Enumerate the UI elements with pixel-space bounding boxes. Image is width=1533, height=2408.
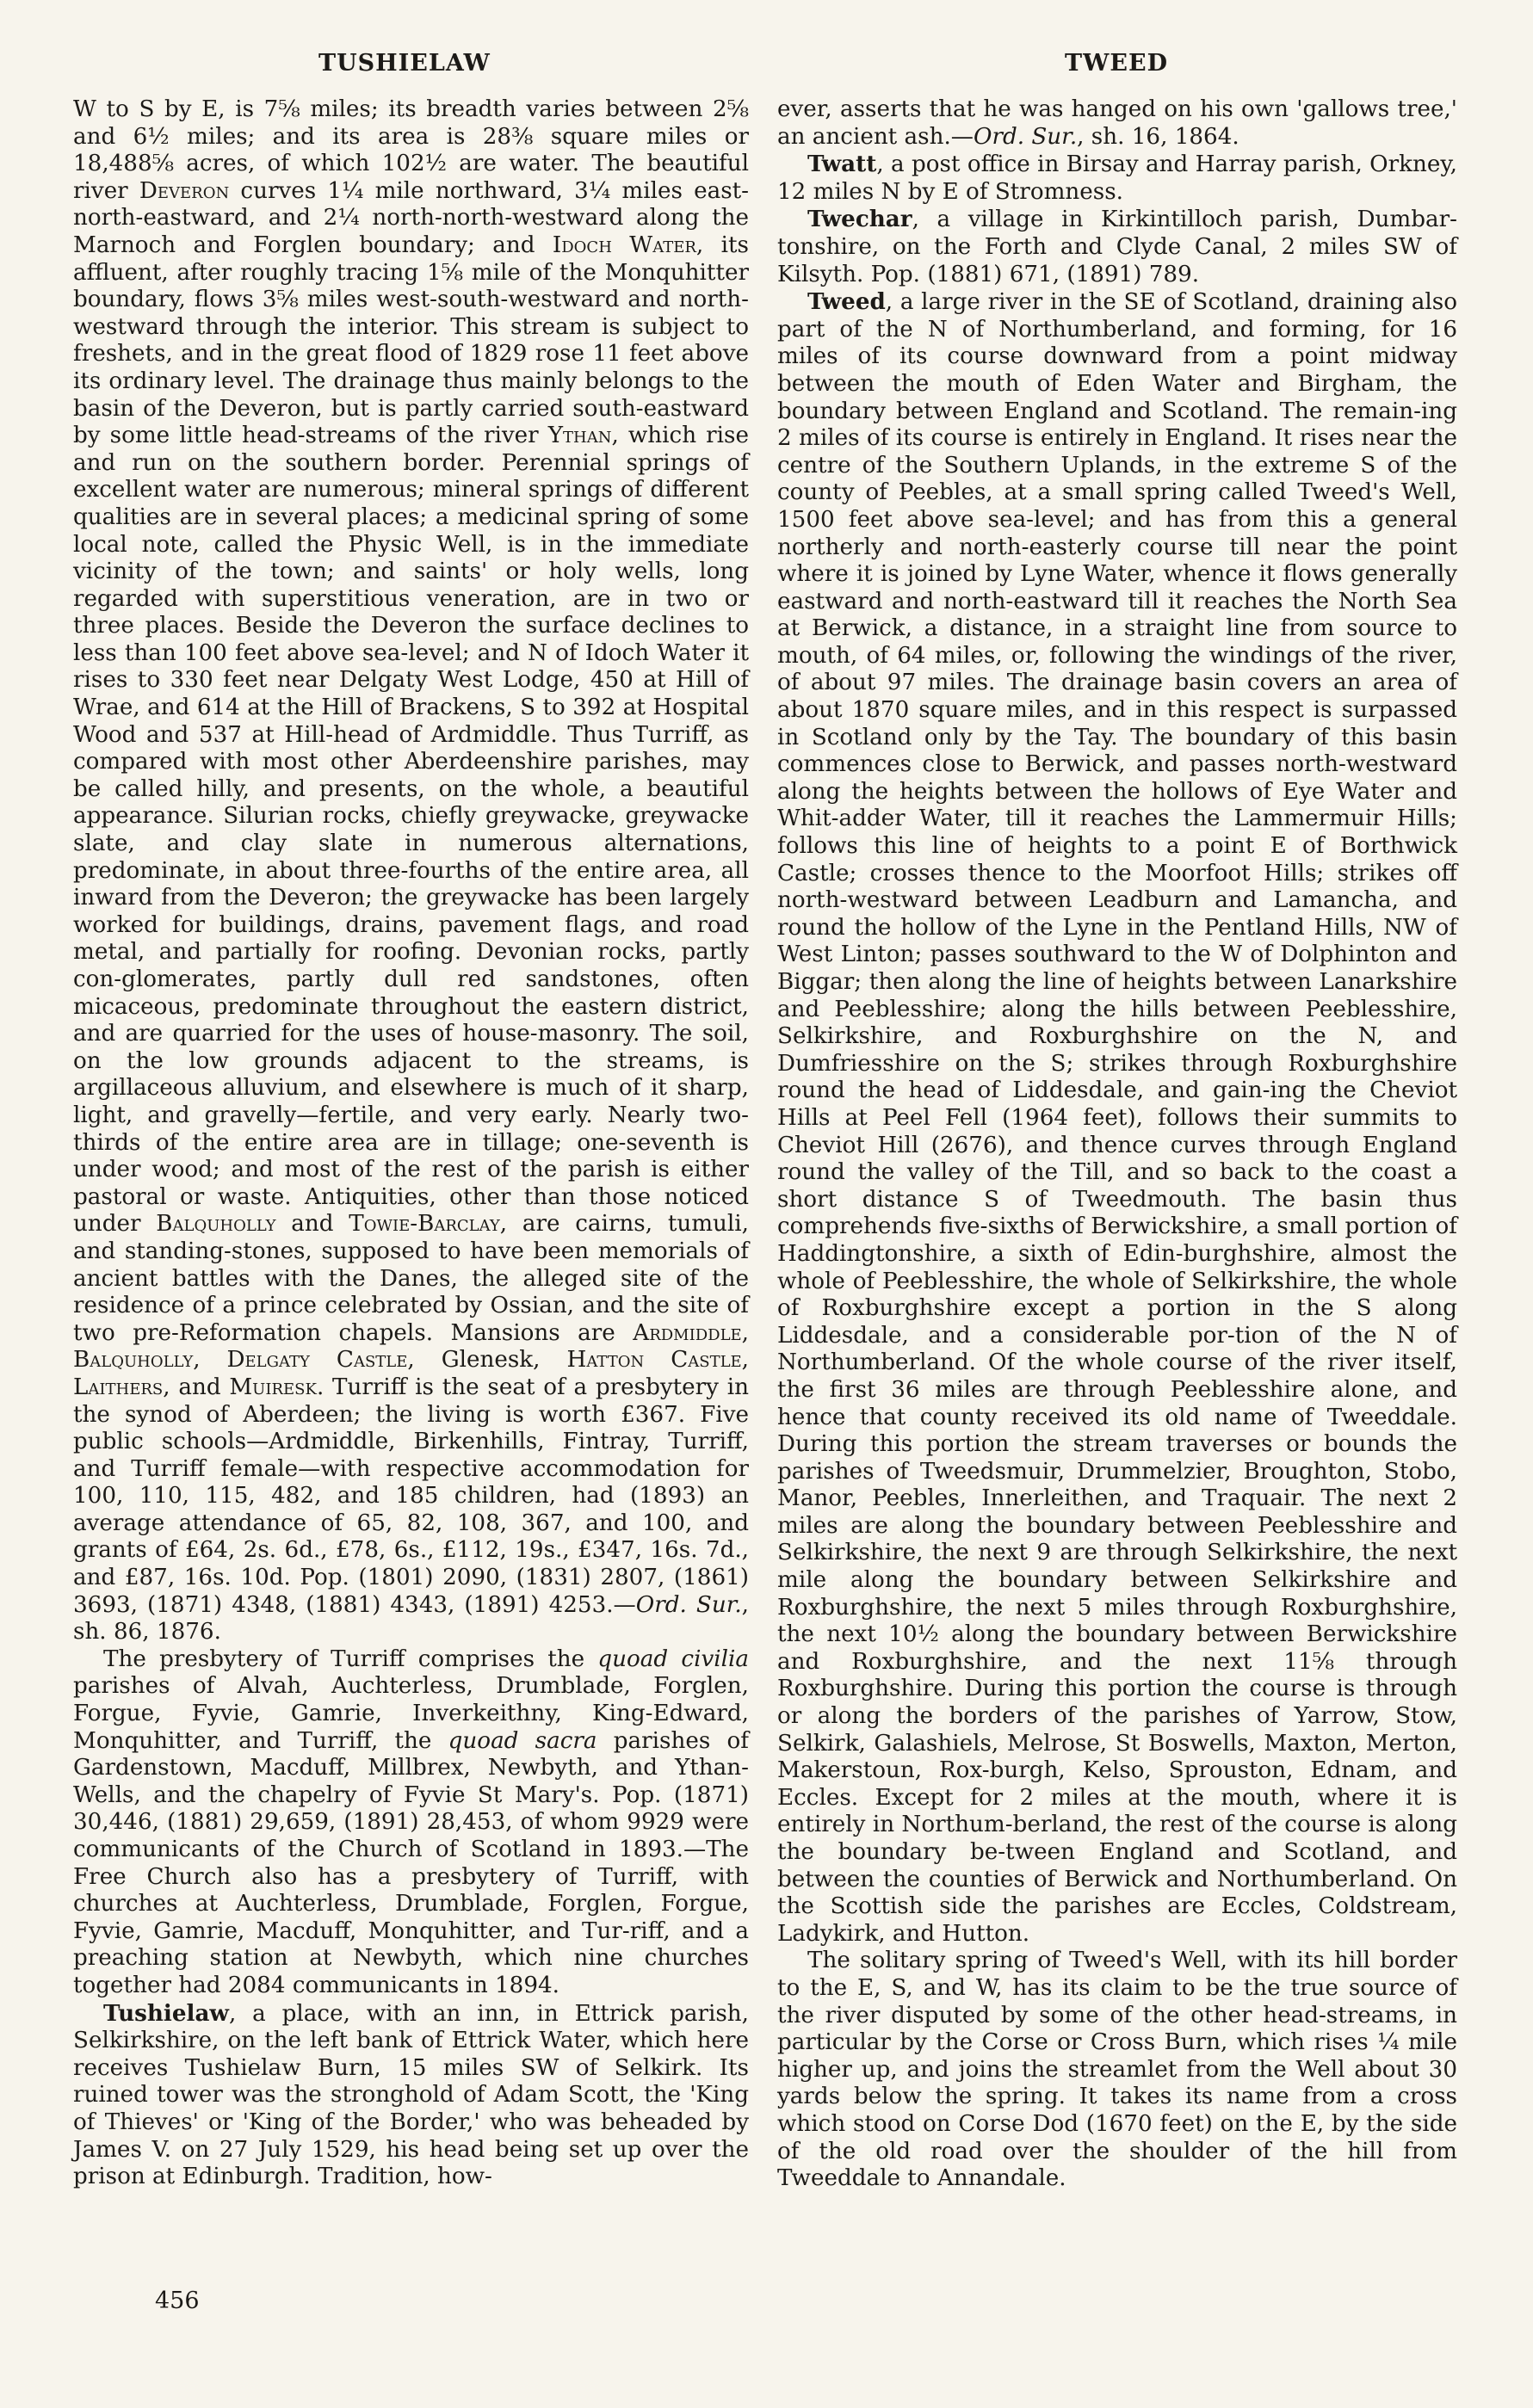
- text-run: , sh. 86, 1876.: [73, 1591, 749, 1645]
- cross-reference: Deveron: [139, 177, 230, 204]
- tushielaw-entry: [73, 2000, 749, 2191]
- text-run: parishes of Gardenstown, Macduff, Millbrex, Newbyth, and Ythan-Wells, and the chapelry of Fyvie St Mary's. Pop. (1871) 30,446, (1881) 29,659, (1891) 28,453, of whom 9929 were communicants of the Church of Scotland in 1893.—The Free Church also has a presbytery of Turriff, with churches at Auchterless, Drumblade, Forglen, Forgue, Fyvie, Gamrie, Macduff, Monquhitter, and Tur-riff, and a preaching station at Newbyth, which nine churches together had 2084 communicants in 1894.: [73, 1727, 750, 1998]
- text-run: , a post office in Birsay and Harray parish, Orkney, 12 miles N by E of Stromness.: [777, 151, 1457, 205]
- cross-reference: Idoch Water: [552, 232, 696, 258]
- turriff-paragraph: [73, 96, 749, 1646]
- text-run: and: [275, 1211, 349, 1238]
- left-column: [73, 96, 749, 2191]
- source-citation: Ord. Sur.: [973, 123, 1078, 150]
- text-run: , a large river in the SE of Scotland, draining also part of the N of Northumberland, and forming, for 16 miles of its course downward from a point midway between the mouth of Eden Water and Birgham, the boundary between England and Scotland. The remain-ing 2 miles of its course is entirely in England. It rises near the centre of the Southern Uplands, in the extreme S of the county of Peebles, at a small spring called Tweed's Well, 1500 feet above sea-level; and has from this a general northerly and north-easterly course till near the point where it is joined by Lyne Water, whence it flows generally eastward and north-eastward till it reaches the North Sea at Berwick, a distance, in a straight line from source to mouth, of 64 miles, or, following the windings of the river, of about 97 miles. The drainage basin covers an area of about 1870 square miles, and in this respect is surpassed in Scotland only by the Tay. The boundary of this basin commences close to Berwick, and passes north-westward along the heights between the hollows of Eye Water and Whit-adder Water, till it reaches the Lammermuir Hills; follows this line of heights to a point E of Borthwick Castle; crosses thence to the Moorfoot Hills; strikes off north-westward between Leadburn and Lamancha, and round the hollow of the Lyne in the Pentland Hills, NW of West Linton; passes southward to the W of Dolphinton and Biggar; then along the line of heights between Lanarkshire and Peeblesshire; along the hills between Peeblesshire, Selkirkshire, and Roxburghshire on the N, and Dumfriesshire on the S; strikes through Roxburghshire round the head of Liddesdale, and gain-ing the Cheviot Hills at Peel Fell (1964 feet), follows their summits to Cheviot Hill (2676), and thence curves through England round the valley of the Till, and so back to the coast a short distance S of Tweedmouth. The basin thus comprehends five-sixths of Berwickshire, a small portion of Haddingtonshire, a sixth of Edin-burghshire, almost the whole of Peeblesshire, the whole of Selkirkshire, the whole of Roxburghshire except a portion in the S along Liddesdale, and a considerable por-tion of the N of Northumberland. Of the whole course of the river itself, the first 36 miles are through Peeblesshire alone, and hence that county received its old name of Tweeddale. During this portion the stream traverses or bounds the parishes of Tweedsmuir, Drummelzier, Broughton, Stobo, Manor, Peebles, Innerleithen, and Traquair. The next 2 miles are along the boundary between Peeblesshire and Selkirkshire, the next 9 are through Selkirkshire, the next mile along the boundary between Selkirkshire and Roxburghshire, the next 5 miles through Roxburghshire, the next 10½ along the boundary between Berwickshire and Roxburghshire, and the next 11⅝ through Roxburghshire. During this portion the course is through or along the borders of the parishes of Yarrow, Stow, Selkirk, Galashiels, Melrose, St Boswells, Maxton, Merton, Makerstoun, Rox-burgh, Kelso, Sprouston, Ednam, and Eccles. Except for 2 miles at the mouth, where it is entirely in Northum-berland, the rest of the course is along the boundary be-tween England and Scotland, and between the counties of Berwick and Northumberland. On the Scottish side the parishes are Eccles, Coldstream, Ladykirk, and Hutton.: [777, 289, 1457, 1947]
- text-run: , sh. 16, 1864.: [1077, 123, 1239, 150]
- text-run: , a place, with an inn, in Ettrick parish, Selkirkshire, on the left bank of Ettrick Water, which here receives Tushielaw Burn, 15 miles SW of Selkirk. Its ruined tower was the stronghold of Adam Scott, the 'King of Thieves' or 'King of the Border,' who was beheaded by James V. on 27 July 1529, his head being set up over the prison at Edinburgh. Tradition, how-: [73, 2000, 749, 2190]
- cross-reference: Hatton Castle, Laithers,: [73, 1347, 749, 1400]
- text-run: , a village in Kirkintilloch parish, Dumbar-tonshire, on the Forth and Clyde Canal, 2 miles SW of Kilsyth. Pop. (1881) 671, (1891) 789.: [777, 207, 1457, 287]
- cross-reference: Muiresk: [229, 1374, 317, 1400]
- text-run: The presbytery of Turriff comprises the: [103, 1645, 598, 1672]
- tushielaw-continuation: [777, 96, 1457, 151]
- text-run: ever, asserts that he was hanged on his own 'gallows tree,' an ancient ash.—: [777, 96, 1457, 150]
- text-run: , which rise and run on the southern border. Perennial springs of excellent water are numerous; mineral springs of different qualities are in several places; a medicinal spring of some local note, called the Physic Well, is in the immediate vicinity of the town; and saints' or holy wells, long regarded with superstitious veneration, are in two or three places. Beside the Deveron the surface declines to less than 100 feet above sea-level; and N of Idoch Water it rises to 330 feet near Delgaty West Lodge, 450 at Hill of Wrae, and 614 at the Hill of Brackens, S to 392 at Hospital Wood and 537 at Hill-head of Ardmiddle. Thus Turriff, as compared with most other Aberdeenshire parishes, may be called hilly, and presents, on the whole, a beautiful appearance. Silurian rocks, chiefly greywacke, greywacke slate, and clay slate in numerous alternations, predominate, in about three-fourths of the entire area, all inward from the Deveron; the greywacke has been largely worked for buildings, drains, pavement flags, and road metal, and partially for roofing. Devonian rocks, partly con-glomerates, partly dull red sandstones, often micaceous, predominate throughout the eastern district, and are quarried for the uses of house-masonry. The soil, on the low grounds adjacent to the streams, is argillaceous alluvium, and elsewhere is much of it sharp, light, and gravelly—fertile, and very early. Nearly two-thirds of the entire area are in tillage; one-seventh is under wood; and most of the rest of the parish is either pastoral or waste. Antiquities, other than those noticed under: [73, 423, 749, 1238]
- tweed-entry: [777, 288, 1457, 1948]
- italic-term: quoad civilia: [597, 1645, 749, 1672]
- running-head-left: TUSHIELAW: [318, 50, 491, 77]
- presbytery-paragraph: [73, 1646, 749, 2000]
- text-run: Glenesk,: [414, 1347, 567, 1374]
- right-column: [777, 96, 1457, 2193]
- cross-reference: Balquholly: [156, 1211, 276, 1238]
- running-head-right: TWEED: [1065, 50, 1168, 77]
- text-run: W to S by E, is 7⅝ miles; its breadth varies between 2⅝ and 6½ miles; and its area is 28⅜ square miles or 18,488⅝ acres, of which 102½ are water. The beautiful river: [73, 96, 749, 204]
- text-run: and: [170, 1374, 230, 1400]
- entry-headword: Twatt: [807, 151, 877, 178]
- entry-headword: Tushielaw: [103, 1999, 229, 2027]
- cross-reference: Ardmiddle, Balquholly, Delgaty Castle,: [73, 1319, 749, 1374]
- twatt-entry: [777, 151, 1457, 206]
- cross-reference: Towie-Barclay: [349, 1211, 500, 1238]
- source-citation: Ord. Sur.: [635, 1591, 742, 1618]
- twechar-entry: [777, 206, 1457, 288]
- entry-headword: Twechar: [807, 206, 912, 233]
- italic-term: quoad sacra: [448, 1727, 597, 1754]
- page-number: 456: [155, 2288, 200, 2314]
- text-run: curves 1¼ mile northward, 3¼ miles east-north-eastward, and 2¼ north-north-westward along the Marnoch and Forglen boundary; and: [73, 177, 750, 258]
- text-run: parishes of Alvah, Auchterless, Drumblade, Forglen, Forgue, Fyvie, Gamrie, Inverkeithny, King-Edward, Monquhitter, and Turriff, the: [73, 1673, 749, 1754]
- text-run: The solitary spring of Tweed's Well, with its hill border to the E, S, and W, has its claim to be the true source of the river disputed by some of the other head-streams, in particular by the Corse or Cross Burn, which rises ¼ mile higher up, and joins the streamlet from the Well about 30 yards below the spring. It takes its name from a cross which stood on Corse Dod (1670 feet) on the E, by the side of the old road over the shoulder of the hill from Tweeddale to Annandale.: [777, 1948, 1457, 2192]
- tweeds-well-paragraph: [777, 1948, 1457, 2192]
- text-run: , its affluent, after roughly tracing 1⅝ mile of the Monquhitter boundary, flows 3⅝ miles west-south-westward and north-westward through the interior. This stream is subject to freshets, and in the great flood of 1829 rose 11 feet above its ordinary level. The drainage thus mainly belongs to the basin of the Deveron, but is partly carried south-eastward by some little head-streams of the river: [73, 232, 749, 449]
- text-run: . Turriff is the seat of a presbytery in the synod of Aberdeen; the living is worth £367. Five public schools—Ardmiddle, Birkenhills, Fintray, Turriff, and Turriff female—with respective accommodation for 100, 110, 115, 482, and 185 children, had (1893) an average attendance of 65, 82, 108, 367, and 100, and grants of £64, 2s. 6d., £78, 6s., £112, 19s., £347, 16s. 7d., and £87, 16s. 10d. Pop. (1801) 2090, (1831) 2807, (1861) 3693, (1871) 4348, (1881) 4343, (1891) 4253.—: [73, 1374, 749, 1618]
- entry-headword: Tweed: [807, 288, 886, 316]
- cross-reference: Ythan: [547, 423, 612, 449]
- text-run: , are cairns, tumuli, and standing-stones, supposed to have been memorials of ancient battles with the Danes, the alleged site of the residence of a prince celebrated by Ossian, and the site of two pre-Reformation chapels. Mansions are: [73, 1211, 749, 1346]
